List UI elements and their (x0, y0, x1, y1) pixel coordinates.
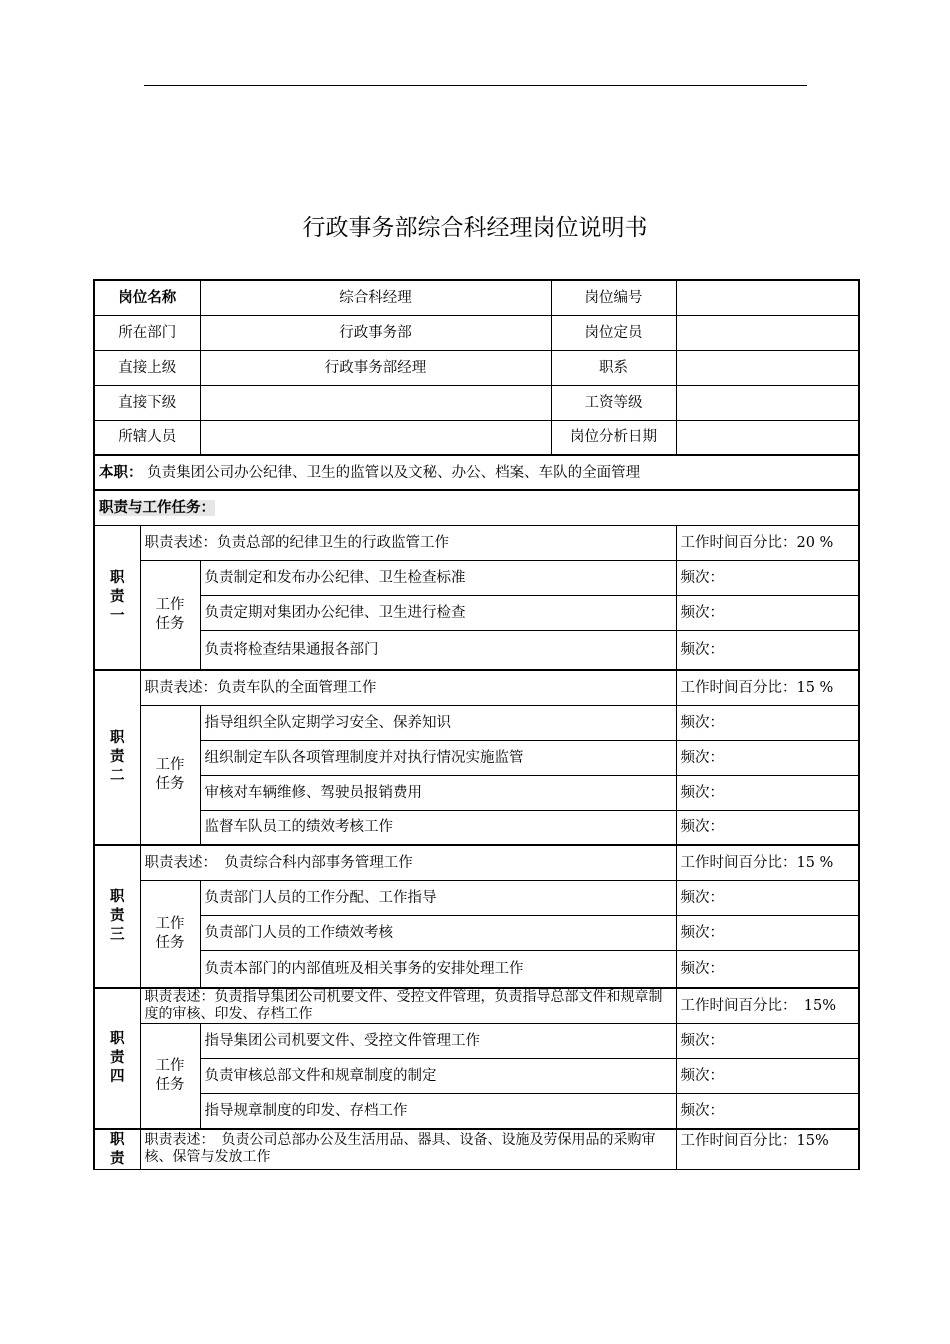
position-code-label: 岗位编号 (551, 280, 676, 315)
duty-2-percent: 工作时间百分比：15 % (676, 670, 859, 705)
header-rule (144, 85, 807, 86)
duty-2-description: 职责表述：负责车队的全面管理工作 (140, 670, 676, 705)
staff-label: 所辖人员 (94, 420, 200, 455)
duty-3-task-1-frequency: 频次： (676, 880, 859, 915)
duty-1-task-label: 工作任务 (140, 560, 200, 670)
duty-4-task-2-frequency: 频次： (676, 1059, 859, 1094)
headcount-label: 岗位定员 (551, 315, 676, 350)
duty-1-task-2-frequency: 频次： (676, 595, 859, 630)
job-description-table (93, 279, 860, 1170)
headcount-value (676, 315, 859, 350)
duty-5-percent: 工作时间百分比：15% (676, 1129, 859, 1170)
duty-4-description: 职责表述：负责指导集团公司机要文件、受控文件管理，负责指导总部文件和规章制度的审核、印发、存档工作 (140, 988, 676, 1024)
duties-header: 职责与工作任务： (99, 499, 215, 516)
duty-2-task-2-frequency: 频次： (676, 740, 859, 775)
duty-4-task-1-frequency: 频次： (676, 1024, 859, 1059)
duty-1-description: 职责表述：负责总部的纪律卫生的行政监管工作 (140, 525, 676, 560)
duty-5-description: 职责表述： 负责公司总部办公及生活用品、器具、设备、设施及劳保用品的采购审核、保管与发放工作 (140, 1129, 676, 1170)
job-family-label: 职系 (551, 350, 676, 385)
duty-3-task-label: 工作任务 (140, 880, 200, 988)
duty-1-percent: 工作时间百分比：20 % (676, 525, 859, 560)
superior-label: 直接上级 (94, 350, 200, 385)
position-code-value (676, 280, 859, 315)
duty-3-description: 职责表述： 负责综合科内部事务管理工作 (140, 845, 676, 880)
duty-1-task-1: 负责制定和发布办公纪律、卫生检查标准 (200, 560, 676, 595)
job-family-value (676, 350, 859, 385)
analysis-date-label: 岗位分析日期 (551, 420, 676, 455)
salary-grade-label: 工资等级 (551, 385, 676, 420)
department-value: 行政事务部 (200, 315, 551, 350)
duty-1-task-3-frequency: 频次： (676, 630, 859, 670)
duty-2-task-1: 指导组织全队定期学习安全、保养知识 (200, 705, 676, 740)
duty-3-task-3: 负责本部门的内部值班及相关事务的安排处理工作 (200, 950, 676, 988)
duties-header-row (94, 490, 859, 525)
main-duty-row (94, 455, 859, 490)
duty-2-task-2: 组织制定车队各项管理制度并对执行情况实施监管 (200, 740, 676, 775)
main-duty-label: 本职： (99, 464, 143, 481)
subordinate-value (200, 385, 551, 420)
duty-4-task-3: 指导规章制度的印发、存档工作 (200, 1094, 676, 1129)
duty-4-task-label: 工作任务 (140, 1024, 200, 1129)
duty-3-label: 职 责 三 (94, 845, 140, 988)
duty-2-task-3-frequency: 频次： (676, 775, 859, 810)
analysis-date-value (676, 420, 859, 455)
superior-value: 行政事务部经理 (200, 350, 551, 385)
duty-1-label: 职 责 一 (94, 525, 140, 670)
duty-1-task-3: 负责将检查结果通报各部门 (200, 630, 676, 670)
department-label: 所在部门 (94, 315, 200, 350)
duty-3-task-2-frequency: 频次： (676, 915, 859, 950)
duty-2-task-3: 审核对车辆维修、驾驶员报销费用 (200, 775, 676, 810)
staff-value (200, 420, 551, 455)
duty-3-task-2: 负责部门人员的工作绩效考核 (200, 915, 676, 950)
duty-2-task-4: 监督车队员工的绩效考核工作 (200, 810, 676, 845)
duty-2-task-label: 工作任务 (140, 705, 200, 845)
duty-4-task-2: 负责审核总部文件和规章制度的制定 (200, 1059, 676, 1094)
duty-4-percent: 工作时间百分比： 15% (676, 988, 859, 1024)
main-duty-text: 负责集团公司办公纪律、卫生的监管以及文秘、办公、档案、车队的全面管理 (147, 464, 641, 481)
duty-2-task-4-frequency: 频次： (676, 810, 859, 845)
position-name-label: 岗位名称 (94, 280, 200, 315)
salary-grade-value (676, 385, 859, 420)
duty-4-task-3-frequency: 频次： (676, 1094, 859, 1129)
position-name-value: 综合科经理 (200, 280, 551, 315)
duty-3-percent: 工作时间百分比：15 % (676, 845, 859, 880)
duty-3-task-1: 负责部门人员的工作分配、工作指导 (200, 880, 676, 915)
duty-4-task-1: 指导集团公司机要文件、受控文件管理工作 (200, 1024, 676, 1059)
subordinate-label: 直接下级 (94, 385, 200, 420)
duty-2-label: 职 责 二 (94, 670, 140, 845)
page-title: 行政事务部综合科经理岗位说明书 (302, 215, 648, 241)
duty-4-label: 职 责 四 (94, 988, 140, 1129)
duty-3-task-3-frequency: 频次： (676, 950, 859, 988)
duty-1-task-2: 负责定期对集团办公纪律、卫生进行检查 (200, 595, 676, 630)
duty-1-task-1-frequency: 频次： (676, 560, 859, 595)
duty-5-label: 职 责 (94, 1129, 140, 1170)
duty-2-task-1-frequency: 频次： (676, 705, 859, 740)
